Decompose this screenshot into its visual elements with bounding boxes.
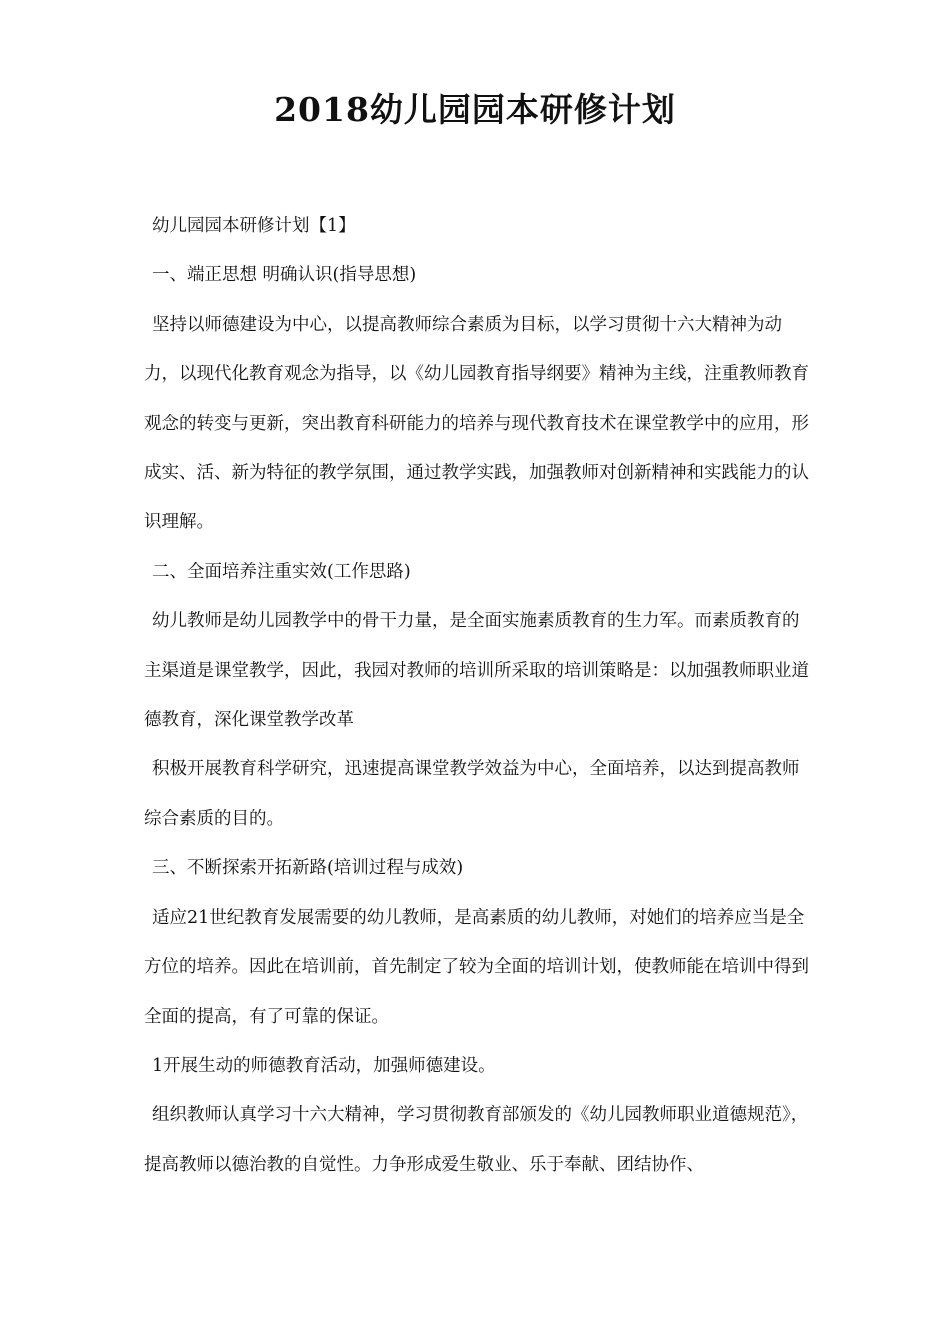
body-paragraph: 积极开展教育科学研究，迅速提高课堂教学效益为中心，全面培养，以达到提高教师综合素质的目的。 [144, 759, 800, 829]
section-heading: 二、全面培养注重实效(工作思路) [152, 561, 411, 582]
body-paragraph: 坚持以师德建设为中心，以提高教师综合素质为目标，以学习贯彻十六大精神为动力，以现代化教育观念为指导，以《幼儿园教育指导纲要》精神为主线，注重教师教育观念的转变与更新，突出教育科研能力的培养与现代教育技术在课堂教学中的应用，形成实、活、新为特征的教学氛围，通过教学实践，加强教师对创新精神和实践能力的认识理解。 [144, 314, 809, 533]
body-paragraph: 幼儿教师是幼儿园教学中的骨干力量，是全面实施素质教育的生力军。而素质教育的主渠道是课堂教学，因此，我园对教师的培训所采取的培训策略是：以加强教师职业道德教育，深化课堂教学改革 [144, 611, 809, 731]
body-paragraph: 适应21世纪教育发展需要的幼儿教师，是高素质的幼儿教师，对她们的培养应当是全方位的培养。因此在培训前，首先制定了较为全面的培训计划，使教师能在培训中得到全面的提高，有了可靠的保证。 [144, 907, 809, 1027]
section-heading: 三、不断探索开拓新路(培训过程与成效) [152, 858, 464, 879]
section-heading: 幼儿园园本研修计划【1】 [152, 216, 356, 236]
document-title: 2018幼儿园园本研修计划 [274, 90, 676, 129]
document-body [144, 202, 816, 1190]
subsection-heading: 1开展生动的师德教育活动，加强师德建设。 [152, 1055, 496, 1076]
section-heading: 一、端正思想 明确认识(指导思想) [152, 265, 417, 286]
body-paragraph: 组织教师认真学习十六大精神，学习贯彻教育部颁发的《幼儿园教师职业道德规范》，提高教师以德治教的自觉性。力争形成爱生敬业、乐于奉献、团结协作、 [144, 1105, 809, 1175]
